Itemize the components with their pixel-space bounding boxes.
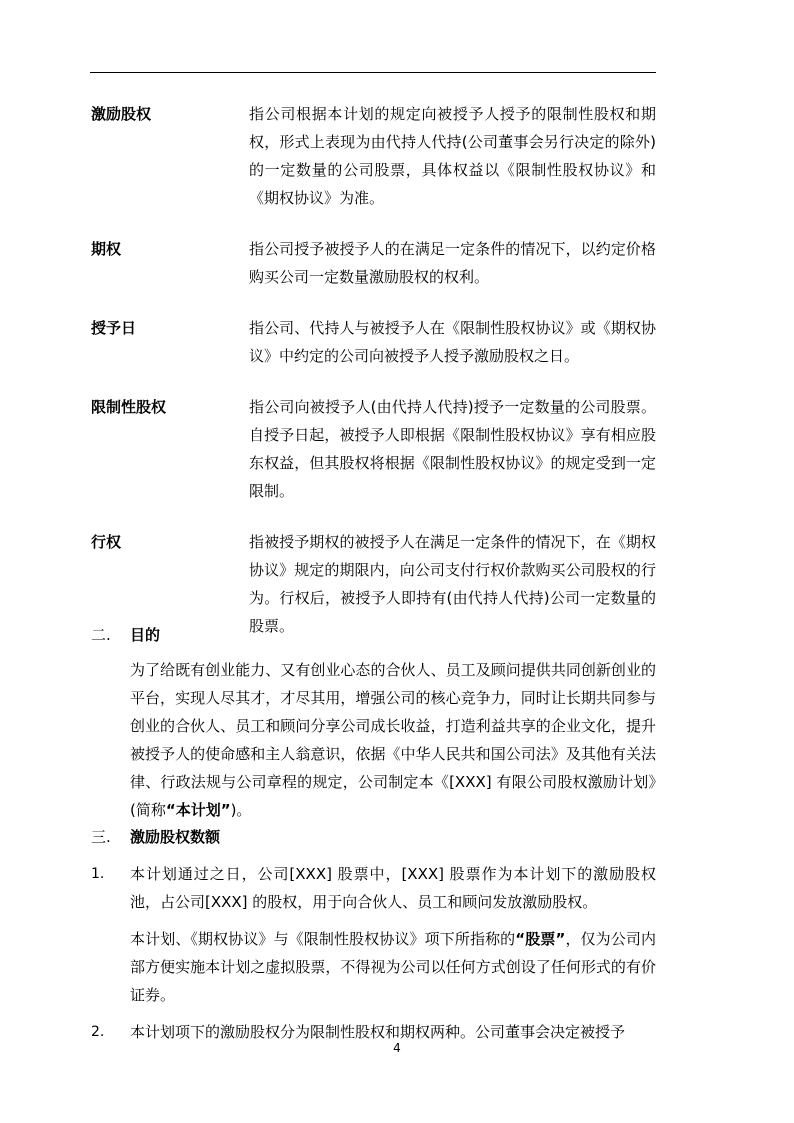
item-number: 1. xyxy=(91,866,105,882)
section-number: 二. xyxy=(91,626,111,644)
definition-desc: 指公司向被授予人(由代持人代持)授予一定数量的公司股票。自授予日起，被授予人即根据《限制性股权协议》享有相应股东权益，但其股权将根据《限制性股权协议》的规定受到一定限制。 xyxy=(249,398,656,500)
page-number: 4 xyxy=(393,1041,401,1055)
section-title: 目的 xyxy=(130,626,161,644)
definition-row xyxy=(91,235,656,291)
section-heading xyxy=(91,621,656,649)
plan-short-name: “本计划” xyxy=(165,801,231,819)
definition-row xyxy=(91,393,656,505)
item-text: 本计划项下的激励股权分为限制性股权和期权两种。公司董事会决定被授予 xyxy=(130,1023,626,1041)
definition-desc: 指公司根据本计划的规定向被授予人授予的限制性股权和期权，形式上表现为由代持人代持(公司董事会另行决定的除外)的一定数量的公司股票，具体权益以《限制性股权协议》和《期权协议》为准。 xyxy=(249,105,656,207)
purpose-paragraph xyxy=(130,656,656,824)
definition-row xyxy=(91,100,656,212)
header-rule xyxy=(90,72,656,73)
purpose-text: 为了给既有创业能力、又有创业心态的合伙人、员工及顾问提供共同创新创业的平台，实现人尽其才，才尽其用，增强公司的核心竞争力，同时让长期共同参与创业的合伙人、员工和顾问分享公司成长收益，打造利益共享的企业文化，提升被授予人的使命感和主人翁意识，依据《中华人民共和国公司法》及其他有关法律、行政法规与公司章程的规定，公司制定本《[XXX] 有限公司股权激励计划》(简称 xyxy=(130,661,656,819)
definition-desc: 指公司、代持人与被授予人在《限制性股权协议》或《期权协议》中约定的公司向被授予人授予激励股权之日。 xyxy=(249,319,656,365)
definition-term: 激励股权 xyxy=(91,105,152,123)
purpose-text-end: )。 xyxy=(230,801,252,819)
definition-term: 行权 xyxy=(91,533,122,551)
item-number: 2. xyxy=(91,1024,105,1040)
item-paragraph-text: 本计划、《期权协议》与《限制性股权协议》项下所指称的 xyxy=(130,930,516,948)
section-number: 三. xyxy=(91,828,111,846)
definition-term: 授予日 xyxy=(91,319,137,337)
definitions-table xyxy=(91,100,656,663)
list-item xyxy=(91,860,656,916)
item-text: 本计划通过之日，公司[XXX] 股票中，[XXX] 股票作为本计划下的激励股权池，占公司[XXX] 的股权，用于向合伙人、员工和顾问发放激励股权。 xyxy=(130,865,656,911)
definition-term: 期权 xyxy=(91,240,122,258)
section-purpose xyxy=(91,621,656,824)
section-title: 激励股权数额 xyxy=(130,828,221,846)
item-paragraph-text-end: ，仅为公司内部方便实施本计划之虚拟股票，不得视为公司以任何方式创设了任何形式的有价证券。 xyxy=(130,930,656,1004)
section-equity-amount xyxy=(91,823,656,1046)
shares-term: “股票” xyxy=(515,930,566,948)
definition-desc: 指被授予期权的被授予人在满足一定条件的情况下，在《期权协议》规定的期限内，向公司支付行权价款购买公司股权的行为。行权后，被授予人即持有(由代持人代持)公司一定数量的股票。 xyxy=(249,533,656,635)
item-paragraph xyxy=(130,925,656,1009)
definition-desc: 指公司授予被授予人的在满足一定条件的情况下，以约定价格购买公司一定数量激励股权的权利。 xyxy=(249,240,656,286)
definition-term: 限制性股权 xyxy=(91,398,167,416)
definition-row xyxy=(91,314,656,370)
section-heading xyxy=(91,823,656,851)
